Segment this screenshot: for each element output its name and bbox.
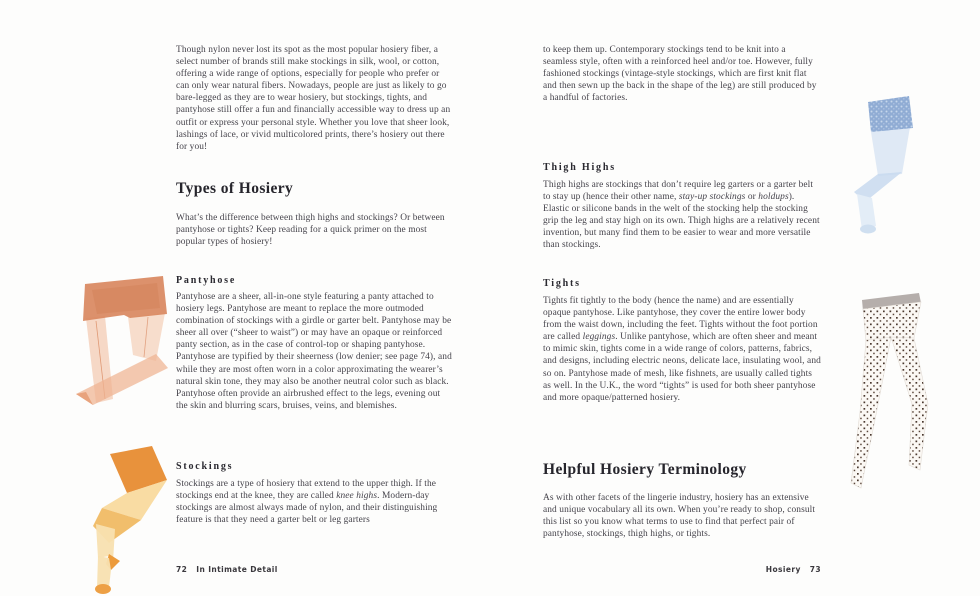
types-intro-paragraph: What’s the difference between thigh highs and stockings? Or between pantyhose or tights? Keep reading for a quick primer on the most popular types of hosiery! — [176, 213, 445, 248]
page-number-right: 73 — [809, 565, 821, 574]
thigh-highs-paragraph: Thigh highs are stockings that don’t require leg garters or a garter belt to stay up (hence their other name, stay-up stockings or holdups). Elastic or silicone bands in the welt of the stocking help the stocking grip the leg and stay high on its own. Thigh highs are a relatively recent invention, but many find them to be easier to wear and more versatile than stockings. — [543, 180, 820, 251]
terminology-paragraph: As with other facets of the lingerie industry, hosiery has an extensive and unique vocabulary all its own. When you’re ready to shop, consult this list so you know what terms to use to find that perfect pair of pantyhose, stockings, thigh highs, or tights. — [543, 493, 816, 540]
fishnet-tights-illustration — [830, 290, 965, 502]
right-page-footer — [543, 565, 821, 574]
tights-heading: Tights — [543, 278, 581, 289]
left-page — [0, 0, 490, 595]
coral-pantyhose-drawing — [72, 268, 177, 408]
right-page — [490, 0, 980, 595]
left-page-footer — [176, 565, 278, 574]
coral-pantyhose-illustration — [72, 268, 177, 408]
blue-thigh-high-illustration — [850, 90, 930, 238]
stockings-paragraph: Stockings are a type of hosiery that extend to the upper thigh. If the stockings end at the knee, they are called knee highs. Modern-day stockings are almost always made of nylon, and their distinguishing feature is that they need a garter belt or leg garters — [176, 479, 438, 526]
stockings-continuation-paragraph: to keep them up. Contemporary stockings tend to be knit into a seamless style, often with a reinforced heel and/or toe. However, fully fashioned stockings (vintage-style stockings, which are first knit flat and then sewn up the back in the shape of the leg) are still produced by a handful of factories. — [543, 45, 817, 104]
book-title: In Intimate Detail — [196, 565, 278, 574]
intro-paragraph: Though nylon never lost its spot as the most popular hosiery fiber, a select number of brands still make stockings in silk, wool, or cotton, offering a wide range of options, especially for people who prefer or can only wear natural fibers. Nowadays, people are just as likely to go bare-legged as they are to wear hosiery, but stockings, tights, and pantyhose still offer a fun and financially accessible way to dress up an outfit or express your personal style. Whether you love that sheer look, lashings of lace, or vivid multicolored prints, there’s hosiery out there for you! — [176, 45, 451, 152]
stockings-heading: Stockings — [176, 461, 234, 472]
orange-stockings-illustration — [68, 446, 188, 596]
orange-stockings-drawing — [68, 446, 188, 596]
pantyhose-paragraph: Pantyhose are a sheer, all-in-one style featuring a panty attached to hosiery legs. Pantyhose are meant to replace the more outmoded combination of stockings with a girdle or garter belt. Pantyhose may be sheer all over (“sheer to waist”) or may have an opaque or reinforced panty section, as in the case of control-top or shaping pantyhose. Pantyhose are typified by their sheerness (low denier; see page 74), and while they are most often worn in a color approximating the wearer’s natural skin tone, they may also be another neutral color such as black. Pantyhose often provide an airbrushed effect to the legs, evening out the skin and blurring scars, bruises, veins, and blemishes. — [176, 292, 452, 411]
pantyhose-heading: Pantyhose — [176, 275, 237, 286]
fishnet-tights-drawing — [830, 290, 965, 502]
thigh-highs-heading: Thigh Highs — [543, 162, 616, 173]
blue-thigh-high-drawing — [850, 90, 930, 238]
tights-paragraph: Tights fit tightly to the body (hence the name) and are essentially opaque pantyhose. Like pantyhose, they cover the entire lower body from the waist down, including the feet. Tights without the foot portion are called leggings. Unlike pantyhose, which are often sheer and meant to mimic skin, tights come in a wide range of colors, patterns, fabrics, and designs, including electric neons, delicate lace, insulating wool, and so on. Pantyhose made of mesh, like fishnets, are usually called tights as well. In the U.K., the word “tights” is used for both sheer pantyhose and more opaque/patterned hosiery. — [543, 296, 821, 403]
types-of-hosiery-heading: Types of Hosiery — [176, 180, 294, 197]
page-number-left: 72 — [176, 565, 188, 574]
helpful-hosiery-terminology-heading: Helpful Hosiery Terminology — [543, 461, 747, 478]
chapter-title: Hosiery — [765, 565, 801, 574]
